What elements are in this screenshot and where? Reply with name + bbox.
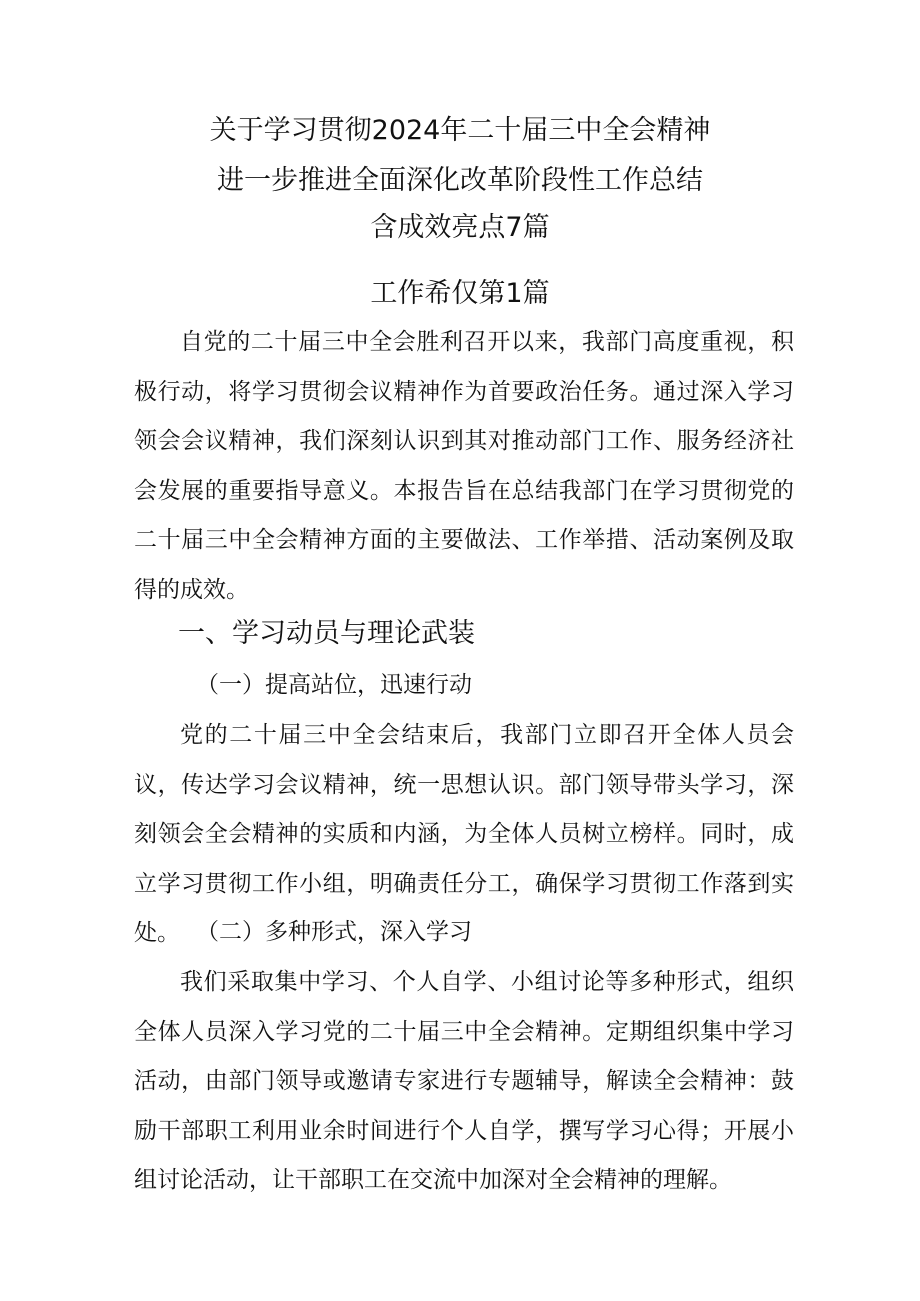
subsection-paragraph-2: 我们采取集中学习、个人自学、小组讨论等多种形式，组织全体人员深入学习党的二十届三中全会精神。定期组织集中学习活动，由部门领导或邀请专家进行专题辅导，解读全会精神：鼓励干部职工利用业余时间进行个人自学，撰写学习心得；开展小组讨论活动，让干部职工在交流中加深对全会精神的理解。 <box>134 969 794 1193</box>
intro-paragraph: 自党的二十届三中全会胜利召开以来，我部门高度重视，积极行动，将学习贯彻会议精神作为首要政治任务。通过深入学习领会会议精神，我们深刻认识到其对推动部门工作、服务经济社会发展的重要指导意义。本报告旨在总结我部门在学习贯彻党的二十届三中全会精神方面的主要做法、工作举措、活动案例及取得的成效。 <box>134 329 794 603</box>
document-title-line-3: 含成效亮点7篇 <box>370 212 550 243</box>
subsection-heading-2: （二）多种形式，深入学习 <box>196 919 472 945</box>
document-title-line-2: 进一步推进全面深化改革阶段性工作总结 <box>217 165 703 196</box>
subsection-paragraph-1: 党的二十届三中全会结束后，我部门立即召开全体人员会议，传达学习会议精神，统一思想认识。部门领导带头学习，深刻领会全会精神的实质和内涵，为全体人员树立榜样。同时，成立学习贯彻工作小组，明确责任分工，确保学习贯彻工作落到实处。 <box>134 722 794 946</box>
document-title-line-1: 关于学习贯彻2024年二十届三中全会精神 <box>209 115 711 146</box>
document-subtitle: 工作希仅第1篇 <box>370 278 550 309</box>
section-heading: 一、学习动员与理论武装 <box>178 618 475 649</box>
subsection-heading-1: （一）提高站位，迅速行动 <box>196 672 472 698</box>
